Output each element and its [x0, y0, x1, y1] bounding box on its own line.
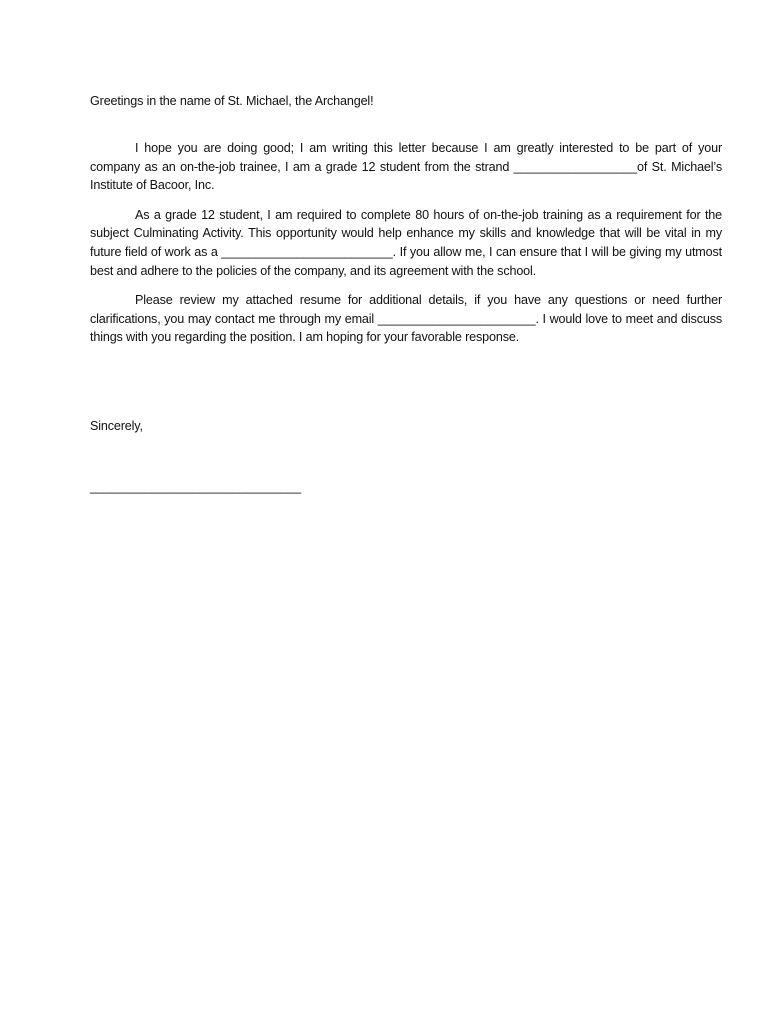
paragraph-closing-request: Please review my attached resume for additional details, if you have any questions or need further clarifications, you may contact me through my email _______________________. I would love to meet and discuss things with you regarding the position. I am hoping for your favorable response. [90, 293, 722, 345]
paragraph-requirement: As a grade 12 student, I am required to complete 80 hours of on-the-job training as a requirement for the subject Culminating Activity. This opportunity would help enhance my skills and knowledge that will be vital in my future field of work as a _________________________. If you allow me, I can ensure that I will be giving my utmost best and adhere to the policies of the company, and its agreement with the school. [90, 207, 722, 278]
closing-salutation: Sincerely, [90, 419, 143, 433]
signature-line: _______________________________ [90, 480, 301, 494]
greeting-line: Greetings in the name of St. Michael, the Archangel! [90, 94, 374, 108]
paragraph-introduction: I hope you are doing good; I am writing this letter because I am greatly interested to be part of your company as an on-the-job trainee, I am a grade 12 student from the strand __________________of St. Michael’s Institute of Bacoor, Inc. [90, 141, 722, 193]
letter-body [90, 92, 722, 347]
